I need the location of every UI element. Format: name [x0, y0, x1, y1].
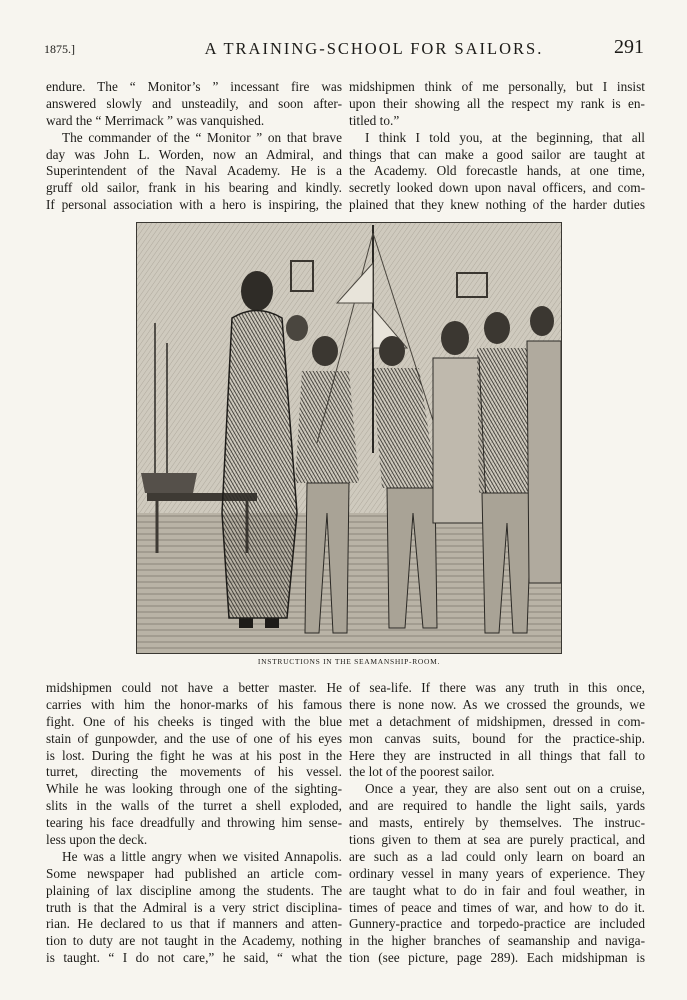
text-line: Once a year, they are also sent out on a cruise, [365, 781, 645, 797]
text-line: Superintendent of the Naval Academy. He is a [46, 163, 342, 179]
text-line: secretly looked down upon naval officers, and com- [349, 180, 645, 196]
text-line: gruff old sailor, frank in his bearing and kindly. [46, 180, 342, 196]
text-line: the Academy. Old forecastle hands, at one time, [349, 163, 645, 179]
text-line: ward the “ Merrimack ” was vanquished. [46, 112, 265, 128]
text-line: day was John L. Worden, now an Admiral, and [46, 146, 342, 162]
column-top-right [349, 79, 645, 214]
text-line: Gunnery-practice and torpedo-practice are included [349, 916, 645, 932]
text-line: truth is that the Admiral is a very strict disciplina- [46, 899, 342, 915]
text-line: Here they are instructed in all things that fall to [349, 747, 645, 763]
text-line: met a detachment of midshipmen, dressed in com- [349, 713, 645, 729]
text-line: plaining of lax discipline among the students. The [46, 882, 342, 898]
text-line: While he was looking through one of the sighting- [46, 781, 342, 797]
text-line: tion to duty are not taught in the Academy, nothing [46, 933, 342, 949]
text-line: titled to.” [349, 112, 400, 128]
text-line: there is none now. As we crossed the grounds, we [349, 696, 645, 712]
text-line: times of peace and times of war, and how to do it. [349, 899, 645, 915]
text-line: slits in the walls of the turret a shell exploded, [46, 798, 342, 814]
text-line: He was a little angry when we visited Annapolis. [62, 848, 342, 864]
column-bottom-right [349, 680, 645, 967]
text-line: upon their showing all the respect my rank is en- [349, 95, 645, 111]
text-line: carries with him the honor-marks of his famous [46, 696, 342, 712]
column-top-left [46, 79, 342, 214]
text-line: is taught. “ I do not care,” he said, “ what the [46, 950, 342, 966]
text-line: midshipmen could not have a better master. He [46, 680, 342, 695]
header-title: A TRAINING-SCHOOL FOR SAILORS. [204, 39, 544, 58]
illustration-caption: INSTRUCTIONS IN THE SEAMANSHIP-ROOM. [257, 657, 441, 666]
text-line: Some newspaper had published an article com- [46, 865, 342, 881]
text-line: mon canvas suits, bound for the practice-ship. [349, 730, 645, 746]
text-line: midshipmen think of me personally, but I insist [349, 79, 645, 94]
text-line: I think I told you, at the beginning, that all [365, 129, 645, 145]
text-line: rian. He declared to us that if manners and atten- [46, 916, 342, 932]
text-line: endure. The “ Monitor’s ” incessant fire was [46, 79, 342, 94]
text-line: stain of gunpowder, and the use of one of his eyes [46, 730, 342, 746]
text-line: less upon the deck. [46, 832, 148, 848]
text-line: and are required to handle the light sails, yards [349, 798, 645, 814]
text-line: plained that they knew nothing of the harder duties [349, 197, 645, 213]
text-line: of sea-life. If there was any truth in this once, [349, 680, 645, 695]
text-line: ordinary vessel in many years of experience. They [349, 865, 645, 881]
engraving-illustration [136, 222, 562, 654]
text-line: fight. One of his cheeks is tinged with the blue [46, 713, 342, 729]
text-line: are taught what to do in fair and foul weather, in [349, 882, 645, 898]
page-number: 291 [614, 36, 644, 58]
text-line: tion (see picture, page 289). Each midshipman is [349, 950, 645, 966]
text-line: tions given to them at sea are purely practical, and [349, 832, 645, 848]
text-line: things that can make a good sailor are taught at [349, 146, 645, 162]
text-line: the lot of the poorest sailor. [349, 764, 495, 780]
text-line: is lost. During the fight he was at his post in the [46, 747, 342, 763]
text-line: turret, directing the movements of his vessel. [46, 764, 342, 780]
running-header [44, 38, 644, 58]
text-line: are such as a lad could only learn on board an [349, 848, 645, 864]
text-line: tearing his face dreadfully and throwing him sense- [46, 815, 342, 831]
text-line: in the higher branches of seamanship and naviga- [349, 933, 645, 949]
text-line: The commander of the “ Monitor ” on that brave [62, 129, 342, 145]
header-date: 1875.] [44, 42, 75, 56]
column-bottom-left [46, 680, 342, 967]
text-line: If personal association with a hero is inspiring, the [46, 197, 342, 213]
text-line: answered slowly and unsteadily, and soon after- [46, 95, 342, 111]
text-line: and masts, entirely by themselves. The instruc- [349, 815, 645, 831]
